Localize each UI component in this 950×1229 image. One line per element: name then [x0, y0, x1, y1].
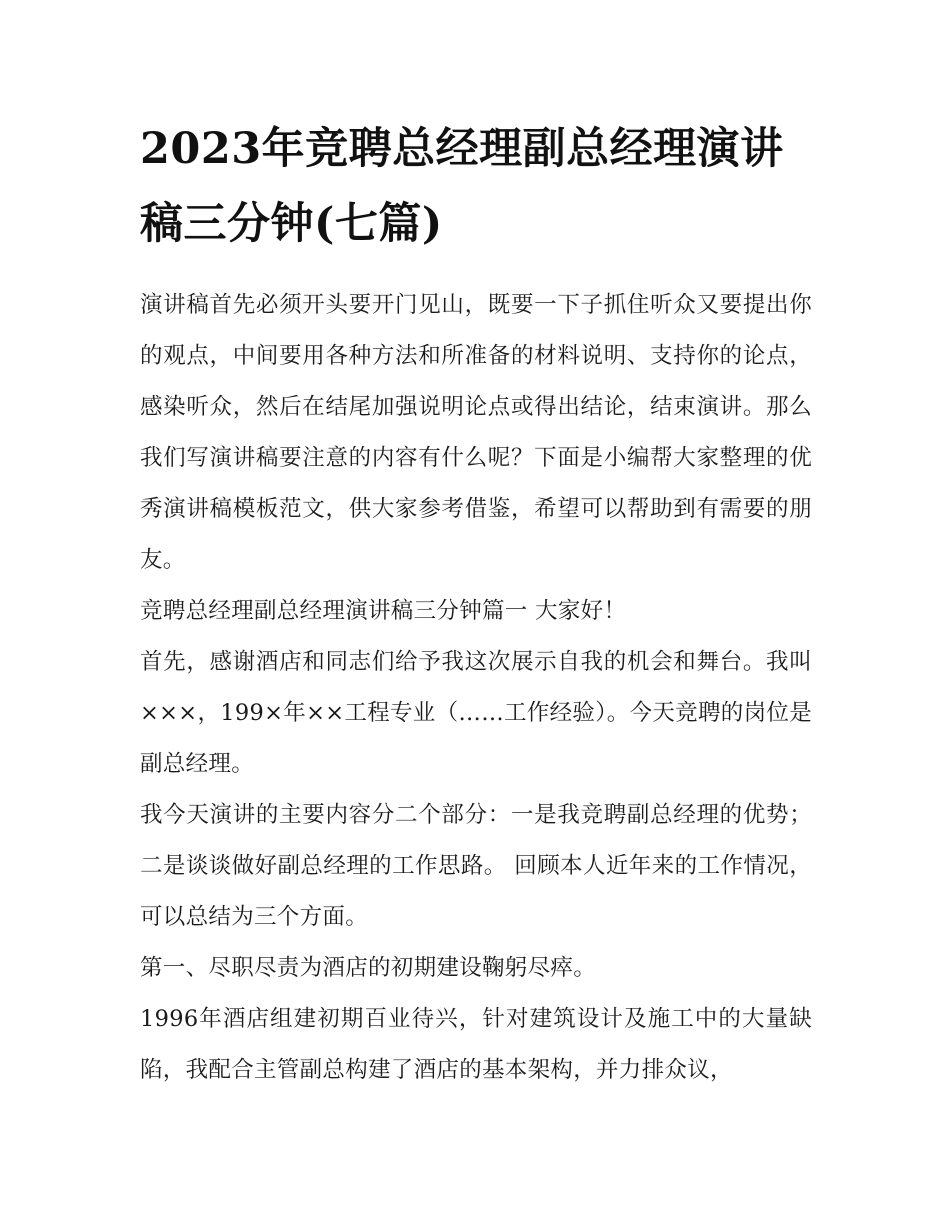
document-title: 2023年竞聘总经理副总经理演讲稿三分钟(七篇) — [140, 124, 784, 249]
outline-paragraph: 我今天演讲的主要内容分二个部分：一是我竞聘副总经理的优势；二是谈谈做好副总经理的工作思路。 回顾本人近年来的工作情况，可以总结为三个方面。 — [140, 802, 812, 930]
history-paragraph: 1996年酒店组建初期百业待兴，针对建筑设计及施工中的大量缺陷，我配合主管副总构建了酒店的基本架构，并力排众议， — [140, 1006, 812, 1083]
section-heading-paragraph: 竞聘总经理副总经理演讲稿三分钟篇一 大家好！ — [140, 598, 627, 624]
point-one-paragraph: 第一、尽职尽责为酒店的初期建设鞠躬尽瘁。 — [140, 955, 597, 981]
intro-paragraph: 演讲稿首先必须开头要开门见山，既要一下子抓住听众又要提出你的观点，中间要用各种方法和所准备的材料说明、支持你的论点，感染听众，然后在结尾加强说明论点或得出结论，结束演讲。那么我们写演讲稿要注意的内容有什么呢？下面是小编帮大家整理的优秀演讲稿模板范文，供大家参考借鉴，希望可以帮助到有需要的朋友。 — [140, 292, 812, 573]
document-body — [140, 112, 812, 1096]
self-introduction-paragraph: 首先，感谢酒店和同志们给予我这次展示自我的机会和舞台。我叫×××，199×年××工程专业（……工作经验）。今天竞聘的岗位是副总经理。 — [140, 649, 812, 777]
